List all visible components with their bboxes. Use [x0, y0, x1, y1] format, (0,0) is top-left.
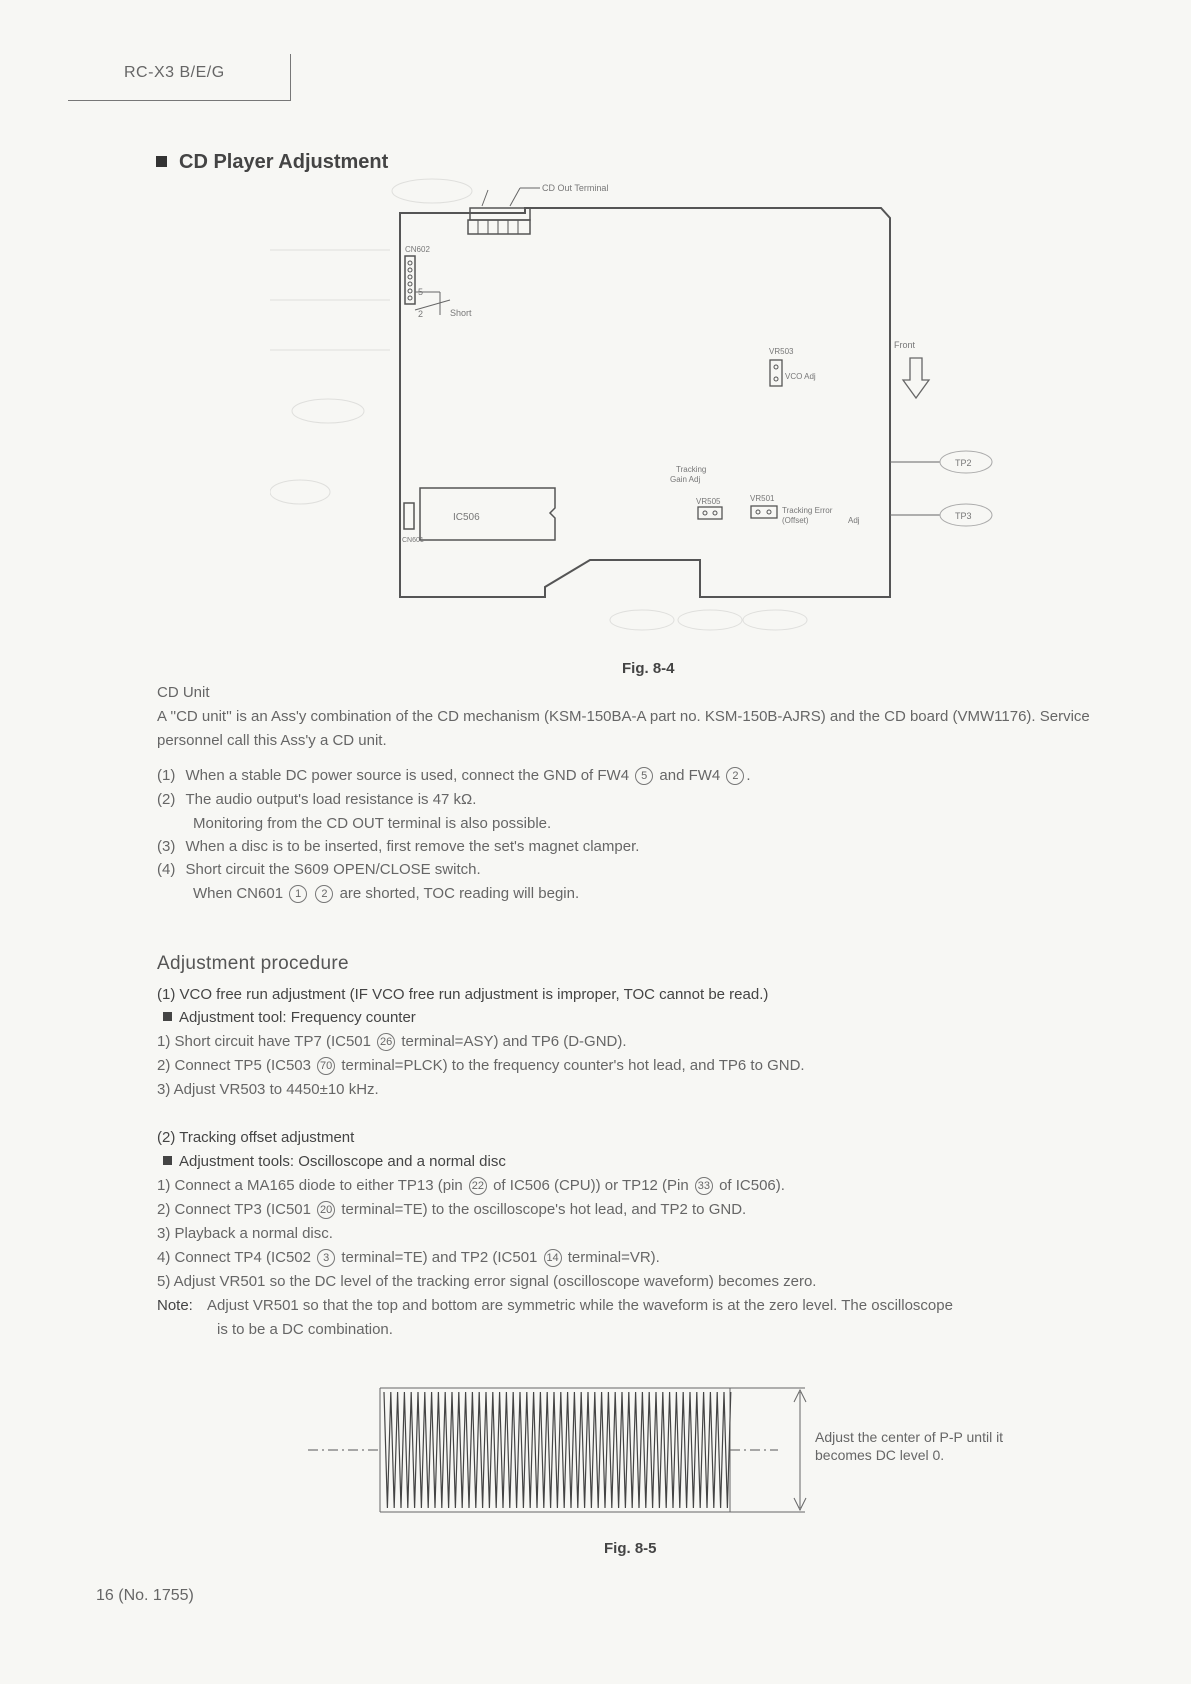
item-text: are shorted, TOC reading will begin. — [339, 885, 580, 902]
circled-number: 33 — [695, 1177, 713, 1195]
circled-number: 2 — [726, 767, 744, 785]
cd-unit-item-2-cont: Monitoring from the CD OUT terminal is also possible. — [193, 815, 552, 832]
p1-tool-text: Adjustment tool: Frequency counter — [179, 1009, 416, 1026]
vr505-label: VR505 — [696, 497, 721, 506]
p2-step-3: 3) Playback a normal disc. — [157, 1225, 333, 1242]
vr503-component — [770, 360, 782, 386]
circled-number: 3 — [317, 1249, 335, 1267]
cd-board-diagram — [270, 170, 1070, 640]
tracking-error-label-1: Tracking Error — [782, 506, 833, 515]
front-label: Front — [894, 340, 916, 350]
step-text: of IC506). — [719, 1177, 785, 1194]
tracking-gain-label-2: Gain Adj — [670, 475, 701, 484]
item-text: When a disc is to be inserted, first remove the set's magnet clamper. — [185, 838, 640, 855]
tracking-error-waveform — [384, 1392, 731, 1508]
circled-number: 2 — [315, 885, 333, 903]
p2-tool — [163, 1150, 506, 1174]
item-text: and FW4 — [659, 767, 721, 784]
item-text: Short circuit the S609 OPEN/CLOSE switch. — [185, 861, 481, 878]
vr501-label: VR501 — [750, 494, 775, 503]
cd-unit-item-1 — [157, 764, 751, 788]
cn602-pin5: 5 — [418, 287, 424, 297]
p2-step-1 — [157, 1174, 785, 1198]
p2-step-2 — [157, 1198, 746, 1222]
short-label: Short — [450, 308, 472, 318]
step-text: terminal=VR). — [567, 1249, 660, 1266]
cd-unit-item-3 — [157, 835, 639, 859]
step-text: 2) Connect TP5 (IC503 — [157, 1057, 311, 1074]
p2-note-cont: is to be a DC combination. — [217, 1321, 393, 1338]
vco-adj-label: VCO Adj — [785, 372, 816, 381]
cd-unit-item-4 — [157, 858, 481, 882]
fig-8-5-caption: Fig. 8-5 — [604, 1540, 657, 1557]
item-number: (1) — [157, 767, 176, 784]
p1-title: (1) VCO free run adjustment (IF VCO free run adjustment is improper, TOC cannot be read.) — [157, 986, 769, 1003]
cd-unit-heading: CD Unit — [157, 684, 210, 701]
p2-tool-text: Adjustment tools: Oscilloscope and a normal disc — [179, 1153, 506, 1170]
step-text: 2) Connect TP3 (IC501 — [157, 1201, 311, 1218]
item-text: When CN601 — [193, 885, 284, 902]
page-number: 16 (No. 1755) — [96, 1587, 194, 1604]
item-number: (2) — [157, 791, 176, 808]
tracking-error-label-3: Adj — [848, 516, 860, 525]
cn602-pin2: 2 — [418, 309, 424, 319]
item-number: (3) — [157, 838, 176, 855]
circled-number: 22 — [469, 1177, 487, 1195]
p1-tool — [163, 1006, 416, 1030]
faint-background-shapes — [270, 179, 807, 630]
circled-number: 26 — [377, 1033, 395, 1051]
step-text: terminal=TE) to the oscilloscope's hot lead, and TP2 to GND. — [341, 1201, 747, 1218]
procedure-heading: Adjustment procedure — [157, 953, 349, 974]
p2-step-5: 5) Adjust VR501 so the DC level of the tracking error signal (oscilloscope waveform) becomes zero. — [157, 1273, 817, 1290]
vr503-label: VR503 — [769, 347, 794, 356]
circled-number: 20 — [317, 1201, 335, 1219]
bullet-square-icon — [156, 156, 167, 167]
cd-out-terminal — [468, 188, 540, 234]
step-text: of IC506 (CPU)) or TP12 (Pin — [493, 1177, 689, 1194]
board-outline — [400, 208, 890, 597]
fig-8-4-caption: Fig. 8-4 — [622, 660, 675, 677]
cn602-label: CN602 — [405, 245, 430, 254]
circled-number: 70 — [317, 1057, 335, 1075]
cd-out-terminal-label: CD Out Terminal — [542, 183, 609, 193]
item-text: The audio output's load resistance is 47 kΩ. — [185, 791, 477, 808]
waveform-label-2: becomes DC level 0. — [815, 1447, 945, 1463]
item-number: (4) — [157, 861, 176, 878]
front-arrow-icon — [903, 358, 929, 398]
waveform-label-1: Adjust the center of P-P until it — [815, 1429, 1004, 1445]
p2-step-4 — [157, 1246, 660, 1270]
waveform-diagram — [300, 1382, 820, 1516]
note-label: Note: — [157, 1297, 193, 1314]
section-title-text: CD Player Adjustment — [179, 151, 389, 173]
item-text: When a stable DC power source is used, connect the GND of FW4 — [185, 767, 630, 784]
tracking-error-label-2: (Offset) — [782, 516, 809, 525]
model-number: RC-X3 B/E/G — [124, 64, 225, 81]
step-text: 4) Connect TP4 (IC502 — [157, 1249, 311, 1266]
circled-number: 5 — [635, 767, 653, 785]
note-text: Adjust VR501 so that the top and bottom are symmetric while the waveform is at the zero level. The oscilloscope — [207, 1297, 953, 1314]
step-text: terminal=TE) and TP2 (IC501 — [341, 1249, 538, 1266]
ic506-chip — [420, 488, 555, 540]
circled-number: 1 — [289, 885, 307, 903]
cd-unit-item-4-cont — [193, 882, 579, 906]
vr505-component — [698, 507, 722, 519]
cd-unit-paragraph: A ''CD unit'' is an Ass'y combination of the CD mechanism (KSM-150BA-A part no. KSM-150B-AJRS) and the CD board (VMW1176). Service personnel call this Ass'y a CD unit. — [157, 708, 1090, 749]
p1-step-1 — [157, 1030, 627, 1054]
ic506-label: IC506 — [453, 512, 480, 523]
p1-step-3: 3) Adjust VR503 to 4450±10 kHz. — [157, 1081, 379, 1098]
p2-note — [157, 1294, 953, 1318]
step-text: 1) Connect a MA165 diode to either TP13 (pin — [157, 1177, 463, 1194]
step-text: terminal=PLCK) to the frequency counter's hot lead, and TP6 to GND. — [341, 1057, 805, 1074]
bullet-square-icon — [163, 1012, 172, 1021]
tp2-label: TP2 — [955, 458, 972, 468]
cn601-label: CN601 — [402, 537, 424, 544]
cn602-connector — [405, 256, 415, 304]
bullet-square-icon — [163, 1156, 172, 1165]
cd-unit-item-2 — [157, 788, 476, 812]
p1-step-2 — [157, 1054, 805, 1078]
cn601-connector — [404, 503, 414, 529]
tp3-label: TP3 — [955, 511, 972, 521]
tracking-gain-label-1: Tracking — [676, 465, 707, 474]
vr501-component — [751, 506, 777, 518]
step-text: 1) Short circuit have TP7 (IC501 — [157, 1033, 371, 1050]
step-text: terminal=ASY) and TP6 (D-GND). — [401, 1033, 627, 1050]
p2-title: (2) Tracking offset adjustment — [157, 1129, 355, 1146]
item-text: . — [746, 767, 751, 784]
circled-number: 14 — [544, 1249, 562, 1267]
